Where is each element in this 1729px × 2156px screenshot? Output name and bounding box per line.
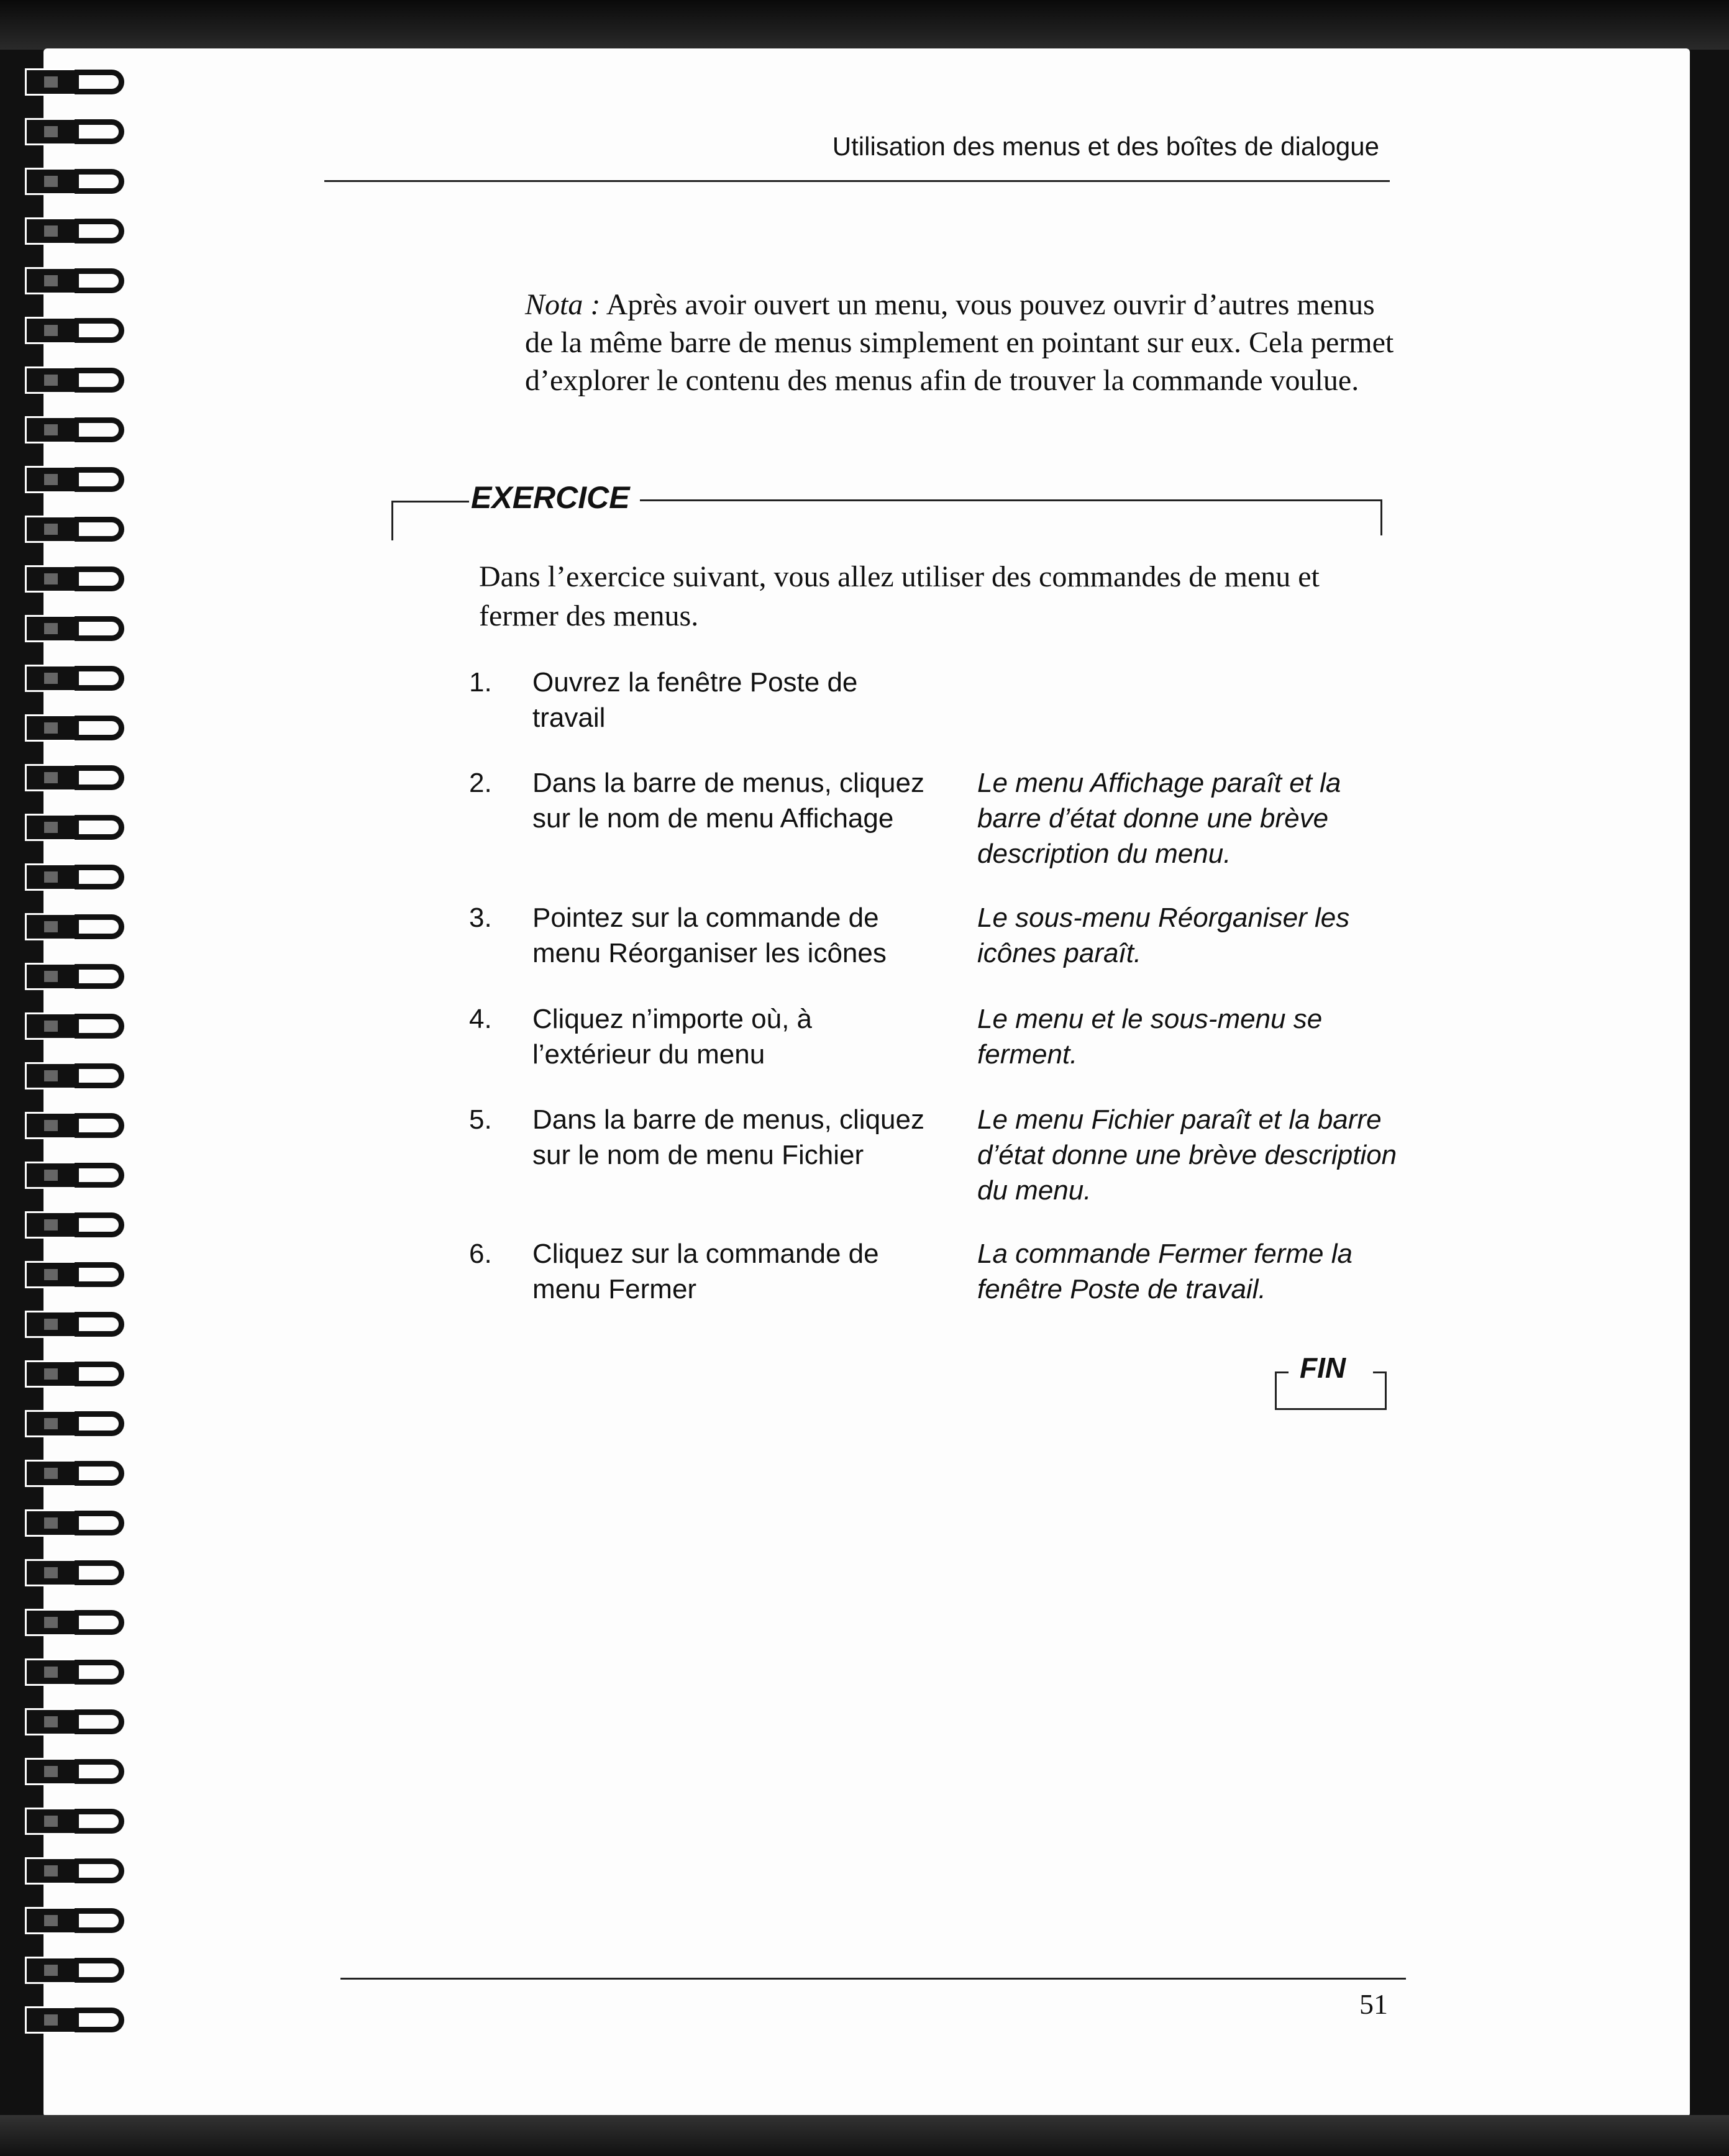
step-action: Ouvrez la fenêtre Poste de travail [532, 667, 858, 733]
exercise-heading: EXERCICE [471, 480, 630, 515]
binding-ring [0, 1062, 143, 1089]
step-number: 5. [469, 1104, 492, 1135]
binding-ring [0, 1808, 143, 1835]
binding-ring [0, 863, 143, 891]
binding-ring [0, 317, 143, 344]
binding-ring [0, 516, 143, 543]
exercise-frame-left [391, 502, 393, 540]
end-marker [1275, 1352, 1387, 1410]
binding-ring [0, 118, 143, 145]
binding-ring [0, 1609, 143, 1636]
end-marker-corner [1275, 1371, 1289, 1373]
scan-border-top [0, 0, 1729, 50]
binding-ring [0, 714, 143, 742]
step-number: 3. [469, 903, 492, 933]
nota-label: Nota : [525, 288, 601, 321]
binding-ring [0, 1360, 143, 1388]
end-marker-side [1385, 1371, 1387, 1410]
binding-ring [0, 1211, 143, 1239]
binding-ring [0, 217, 143, 245]
step-result: Le menu et le sous-menu se ferment. [977, 1004, 1323, 1070]
running-header: Utilisation des menus et des boîtes de dialogue [832, 132, 1379, 161]
page-number: 51 [1359, 1988, 1388, 2020]
binding-ring [0, 1162, 143, 1189]
footer-rule [340, 1978, 1406, 1980]
binding-ring [0, 1758, 143, 1785]
binding-ring [0, 913, 143, 940]
step-action: Dans la barre de menus, cliquez sur le nom de menu Fichier [532, 1104, 924, 1170]
exercise-frame-top-right [640, 499, 1382, 501]
binding-ring [0, 1857, 143, 1885]
binding-ring [0, 1012, 143, 1040]
binding-ring [0, 1509, 143, 1537]
binding-ring [0, 267, 143, 294]
binding-ring [0, 565, 143, 593]
binding-ring [0, 1112, 143, 1139]
binding-ring [0, 1658, 143, 1686]
step-result: La commande Fermer ferme la fenêtre Poste de travail. [977, 1239, 1353, 1304]
binding-ring [0, 366, 143, 394]
binding-ring [0, 814, 143, 841]
binding-ring [0, 615, 143, 642]
binding-ring [0, 168, 143, 195]
binding-ring [0, 1907, 143, 1934]
end-label: FIN [1300, 1352, 1346, 1384]
binding-ring [0, 963, 143, 990]
step-action: Dans la barre de menus, cliquez sur le nom de menu Affichage [532, 768, 924, 834]
end-marker-side [1275, 1371, 1277, 1410]
binding-ring [0, 1708, 143, 1735]
binding-ring [0, 1957, 143, 1984]
binding-ring [0, 1311, 143, 1338]
step-number: 1. [469, 667, 492, 698]
binding-ring [0, 1410, 143, 1437]
exercise-frame-top-left [391, 501, 469, 503]
binding-ring [0, 1261, 143, 1288]
step-action: Cliquez sur la commande de menu Fermer [532, 1239, 879, 1304]
binding-ring [0, 2006, 143, 2034]
spiral-binding [0, 56, 149, 2118]
binding-ring [0, 665, 143, 692]
end-marker-bottom [1275, 1408, 1387, 1410]
step-number: 4. [469, 1004, 492, 1034]
step-number: 6. [469, 1239, 492, 1269]
step-action: Pointez sur la commande de menu Réorganiser les icônes [532, 903, 887, 968]
exercise-intro: Dans l’exercice suivant, vous allez utiliser des commandes de menu et fermer des menus. [479, 560, 1320, 632]
binding-ring [0, 1460, 143, 1487]
binding-ring [0, 466, 143, 493]
step-result: Le sous-menu Réorganiser les icônes paraît. [977, 903, 1350, 968]
step-number: 2. [469, 768, 492, 798]
step-action: Cliquez n’importe où, à l’extérieur du menu [532, 1004, 813, 1070]
nota-paragraph [525, 286, 1395, 399]
step-result: Le menu Fichier paraît et la barre d’état donne une brève description du menu. [977, 1104, 1397, 1206]
scan-border-bottom [0, 2115, 1729, 2156]
binding-ring [0, 764, 143, 791]
step-result: Le menu Affichage paraît et la barre d’état donne une brève description du menu. [977, 768, 1341, 869]
nota-text: Après avoir ouvert un menu, vous pouvez ouvrir d’autres menus de la même barre de menus simplement en pointant sur eux. Cela permet d’explorer le contenu des menus afin de trouver la commande voulue. [525, 288, 1394, 397]
binding-ring [0, 68, 143, 96]
binding-ring [0, 1559, 143, 1586]
binding-ring [0, 416, 143, 443]
header-rule [324, 180, 1390, 182]
exercise-frame-right [1380, 501, 1382, 535]
